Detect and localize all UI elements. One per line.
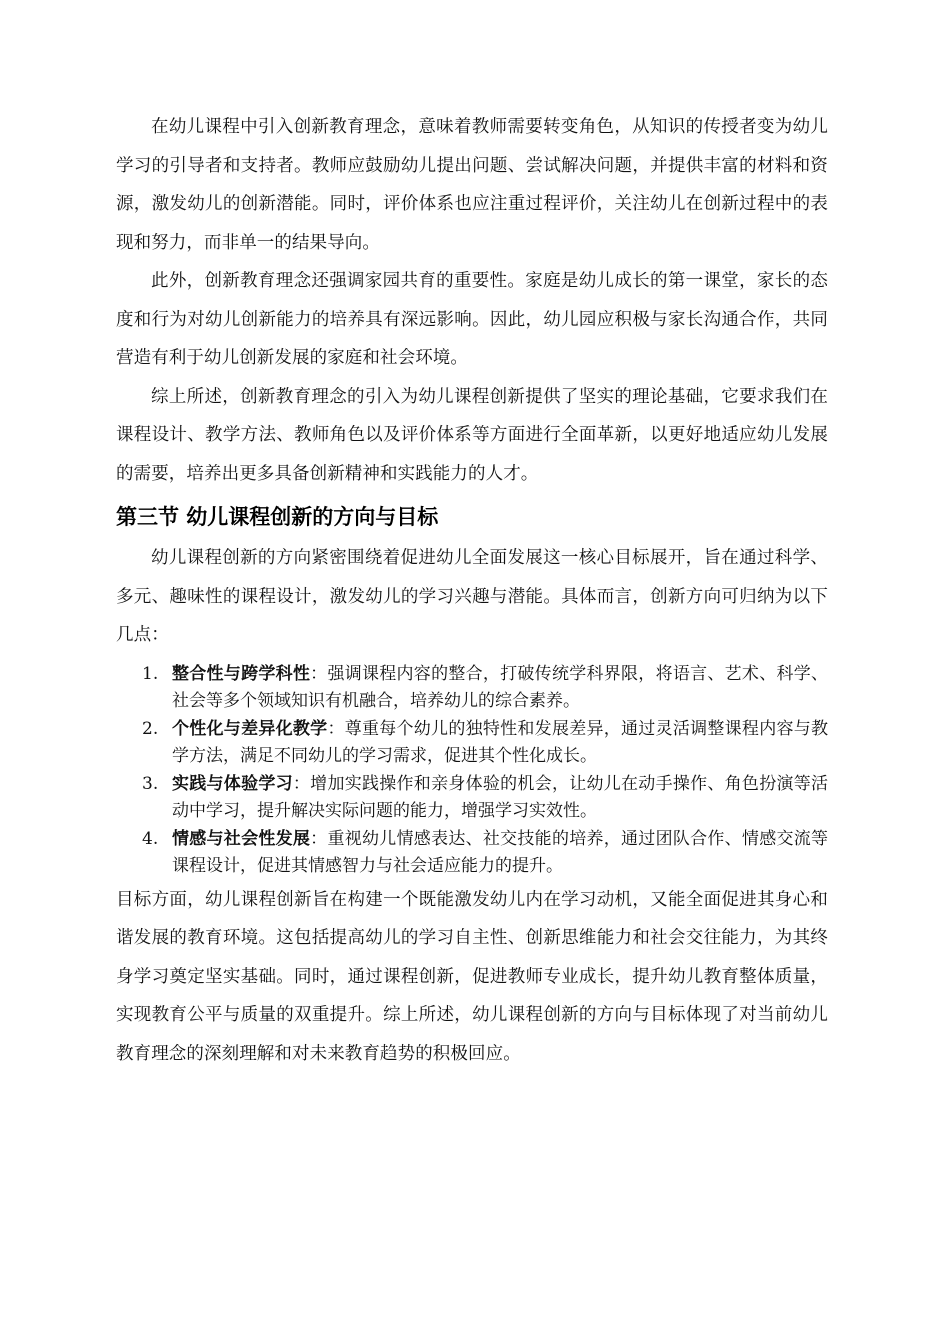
list-item xyxy=(142,826,829,881)
paragraph-teacher-role: 在幼儿课程中引入创新教育理念，意味着教师需要转变角色，从知识的传授者变为幼儿学习的引导者和支持者。教师应鼓励幼儿提出问题、尝试解决问题，并提供丰富的材料和资源，激发幼儿的创新潜能。同时，评价体系也应注重过程评价，关注幼儿在创新过程中的表现和努力，而非单一的结果导向。 xyxy=(116,117,828,253)
list-item-text: ：增加实践操作和亲身体验的机会，让幼儿在动手操作、角色扮演等活动中学习，提升解决实际问题的能力，增强学习实效性。 xyxy=(172,773,829,821)
list-item-text: ：尊重每个幼儿的独特性和发展差异，通过灵活调整课程内容与教学方法，满足不同幼儿的学习需求，促进其个性化成长。 xyxy=(172,718,829,766)
list-item-number: 3. xyxy=(142,773,159,794)
list-item-term: 实践与体验学习 xyxy=(172,773,293,794)
list-item xyxy=(142,661,829,716)
list-item-number: 2. xyxy=(142,718,159,739)
paragraph-direction-intro: 幼儿课程创新的方向紧密围绕着促进幼儿全面发展这一核心目标展开，旨在通过科学、多元、趣味性的课程设计，激发幼儿的学习兴趣与潜能。具体而言，创新方向可归纳为以下几点： xyxy=(116,548,828,645)
paragraph-summary: 综上所述，创新教育理念的引入为幼儿课程创新提供了坚实的理论基础，它要求我们在课程设计、教学方法、教师角色以及评价体系等方面进行全面革新，以更好地适应幼儿发展的需要，培养出更多具备创新精神和实践能力的人才。 xyxy=(116,386,828,484)
list-item xyxy=(142,716,829,771)
list-item xyxy=(142,771,829,826)
list-item-number: 1. xyxy=(142,663,159,684)
list-item-term: 个性化与差异化教学 xyxy=(172,718,328,739)
paragraph-goals: 目标方面，幼儿课程创新旨在构建一个既能激发幼儿内在学习动机，又能全面促进其身心和谐发展的教育环境。这包括提高幼儿的学习自主性、创新思维能力和社会交往能力，为其终身学习奠定坚实基础。同时，通过课程创新，促进教师专业成长，提升幼儿教育整体质量，实现教育公平与质量的双重提升。综上所述，幼儿课程创新的方向与目标体现了对当前幼儿教育理念的深刻理解和对未来教育趋势的积极回应。 xyxy=(116,889,828,1064)
section-heading: 第三节 幼儿课程创新的方向与目标 xyxy=(116,505,439,529)
list-item-term: 整合性与跨学科性 xyxy=(172,663,311,684)
list-item-text: ：重视幼儿情感表达、社交技能的培养，通过团队合作、情感交流等课程设计，促进其情感智力与社会适应能力的提升。 xyxy=(172,828,829,876)
list-item-term: 情感与社会性发展 xyxy=(172,828,311,849)
paragraph-home-school-cooperation: 此外，创新教育理念还强调家园共育的重要性。家庭是幼儿成长的第一课堂，家长的态度和行为对幼儿创新能力的培养具有深远影响。因此，幼儿园应积极与家长沟通合作，共同营造有利于幼儿创新发展的家庭和社会环境。 xyxy=(116,271,828,368)
document-body xyxy=(116,108,828,1073)
list-item-number: 4. xyxy=(142,828,159,849)
list-item-text: ：强调课程内容的整合，打破传统学科界限，将语言、艺术、科学、社会等多个领域知识有机融合，培养幼儿的综合素养。 xyxy=(172,663,829,711)
direction-list xyxy=(116,661,828,881)
